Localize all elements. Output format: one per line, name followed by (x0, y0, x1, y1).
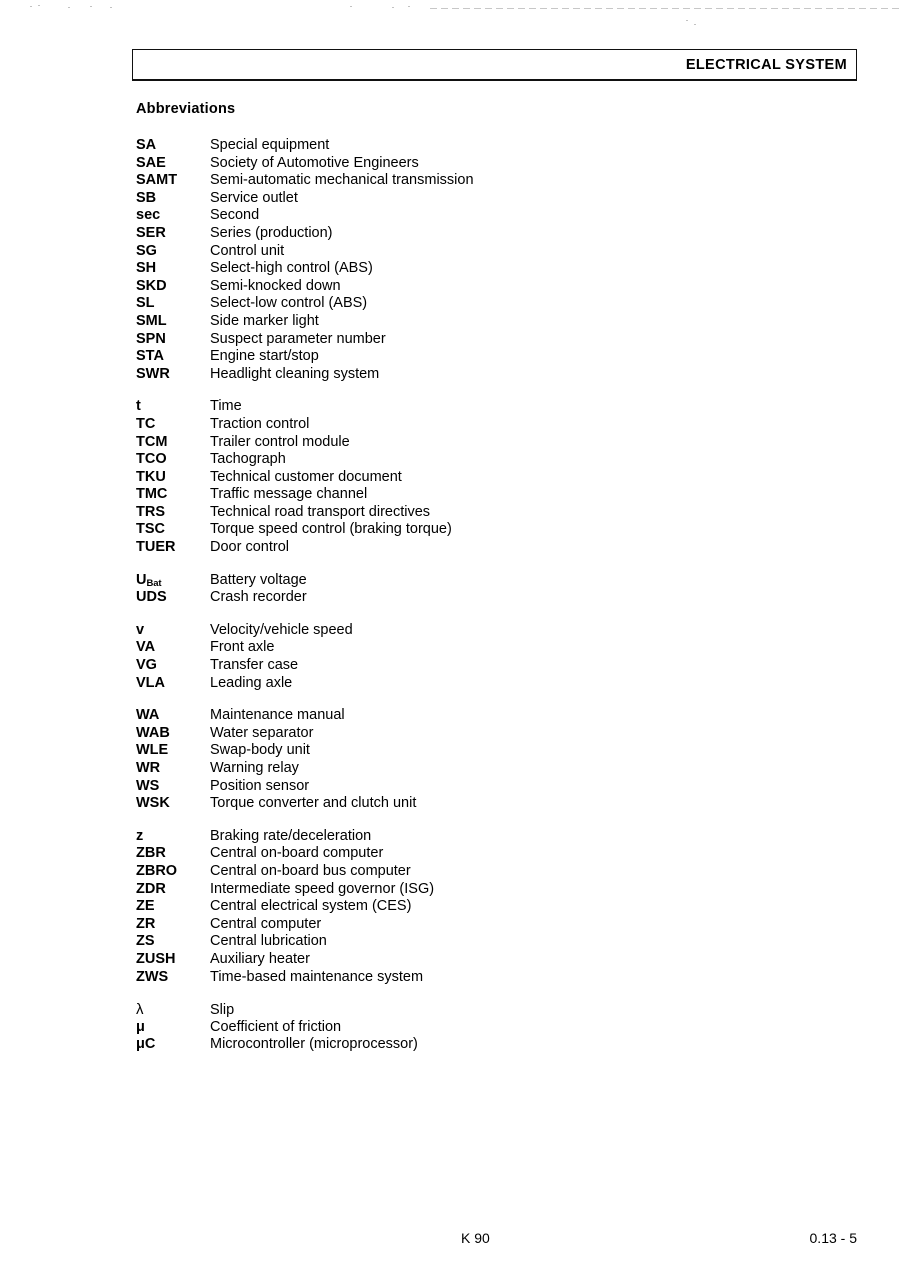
abbreviation-definition: Braking rate/deceleration (210, 827, 372, 844)
abbreviation-row (136, 331, 816, 349)
scan-speck (68, 7, 70, 8)
abbreviation-row (136, 863, 816, 881)
abbreviation-term: WS (136, 777, 160, 794)
abbreviation-term: SA (136, 137, 157, 153)
scan-dash-line (430, 8, 900, 9)
abbreviation-definition: Water separator (210, 724, 314, 741)
scan-speck (38, 5, 40, 6)
abbreviation-definition: Traffic message channel (210, 486, 368, 503)
abbreviation-definition: Special equipment (210, 137, 330, 153)
abbreviation-term: UDS (136, 589, 167, 606)
abbreviation-group (136, 572, 816, 607)
abbreviation-term: SWR (136, 365, 170, 382)
abbreviation-definition: Society of Automotive Engineers (210, 154, 419, 171)
scan-speck (350, 6, 352, 7)
abbreviation-definition: Technical customer document (210, 468, 402, 485)
abbreviation-row (136, 190, 816, 208)
abbreviation-term: ZS (136, 933, 155, 950)
abbreviation-term-subscript: Bat (146, 578, 162, 590)
scan-speck (110, 7, 112, 8)
abbreviation-term: ZE (136, 898, 155, 915)
abbreviation-definition: Central on-board computer (210, 845, 384, 862)
abbreviation-definition: Headlight cleaning system (210, 365, 380, 382)
page-footer (0, 1230, 909, 1252)
abbreviation-row (136, 260, 816, 278)
abbreviation-term: SPN (136, 330, 166, 347)
abbreviation-definition: Door control (210, 539, 289, 556)
abbreviation-term: sec (136, 207, 161, 224)
abbreviation-row (136, 742, 816, 760)
abbreviation-definition: Transfer case (210, 657, 299, 674)
abbreviation-row (136, 795, 816, 813)
abbreviation-row (136, 416, 816, 434)
abbreviation-row (136, 657, 816, 675)
abbreviation-term: TSC (136, 521, 165, 538)
abbreviation-row (136, 366, 816, 384)
scan-speck (90, 6, 92, 7)
abbreviation-term: TC (136, 415, 156, 432)
abbreviation-definition: Slip (210, 1002, 235, 1019)
abbreviation-term: STA (136, 348, 164, 365)
footer-document-code: K 90 (461, 1230, 490, 1246)
abbreviation-row (136, 278, 816, 296)
abbreviation-definition: Torque converter and clutch unit (210, 795, 417, 812)
abbreviation-term: μC (136, 1036, 156, 1053)
abbreviation-term: SAE (136, 154, 166, 171)
abbreviation-definition: Time-based maintenance system (210, 968, 424, 985)
abbreviation-term: λ (136, 1001, 144, 1019)
abbreviation-row (136, 881, 816, 899)
page-header-box (132, 49, 857, 81)
abbreviation-term: ZR (136, 915, 156, 932)
scan-speck (30, 6, 32, 7)
abbreviation-definition: Suspect parameter number (210, 330, 386, 347)
abbreviation-row (136, 486, 816, 504)
abbreviation-term: WLE (136, 742, 169, 759)
abbreviation-term: TUER (136, 539, 176, 556)
scan-speck (686, 20, 688, 21)
abbreviation-group (136, 398, 816, 556)
abbreviation-row (136, 295, 816, 313)
abbreviation-row (136, 155, 816, 173)
abbreviation-definition: Front axle (210, 639, 275, 656)
abbreviation-definition: Side marker light (210, 312, 319, 329)
abbreviation-definition: Technical road transport directives (210, 503, 431, 520)
abbreviation-definition: Position sensor (210, 777, 310, 794)
abbreviation-row (136, 469, 816, 487)
abbreviation-term: ZWS (136, 968, 169, 985)
abbreviation-term: ZUSH (136, 950, 176, 967)
abbreviation-group (136, 828, 816, 986)
abbreviation-definition: Series (production) (210, 224, 333, 241)
abbreviation-row (136, 933, 816, 951)
abbreviation-term: VA (136, 639, 156, 656)
abbreviation-row (136, 451, 816, 469)
abbreviation-group (136, 707, 816, 813)
abbreviation-term: v (136, 621, 145, 638)
section-heading: Abbreviations (136, 101, 236, 117)
abbreviation-term: SKD (136, 277, 167, 294)
abbreviation-term: ZDR (136, 880, 166, 897)
abbreviation-row (136, 760, 816, 778)
abbreviation-row (136, 969, 816, 987)
footer-page-number: 0.13 - 5 (809, 1230, 857, 1246)
abbreviation-row (136, 1001, 816, 1019)
abbreviation-term: SH (136, 260, 157, 277)
abbreviation-term: TCM (136, 433, 168, 450)
abbreviation-group (136, 137, 816, 383)
abbreviation-row (136, 521, 816, 539)
abbreviation-definition: Engine start/stop (210, 348, 319, 365)
abbreviation-definition: Leading axle (210, 674, 293, 691)
scan-artifact-band (0, 0, 909, 40)
abbreviation-definition: Torque speed control (braking torque) (210, 521, 452, 538)
abbreviation-term: z (136, 827, 144, 844)
abbreviation-definition: Semi-automatic mechanical transmission (210, 172, 474, 189)
abbreviation-term: WAB (136, 724, 170, 741)
abbreviation-row (136, 589, 816, 607)
abbreviation-group (136, 1001, 816, 1054)
abbreviation-term: TMC (136, 486, 168, 503)
abbreviation-term: $U_{Bat}$ (136, 571, 162, 590)
abbreviation-definition: Central on-board bus computer (210, 862, 411, 879)
abbreviation-row (136, 398, 816, 416)
abbreviation-row (136, 622, 816, 640)
abbreviation-definition: Swap-body unit (210, 742, 310, 759)
abbreviation-definition: Crash recorder (210, 589, 307, 606)
abbreviation-row (136, 675, 816, 693)
abbreviation-row (136, 313, 816, 331)
abbreviation-row (136, 348, 816, 366)
abbreviation-term: SML (136, 312, 167, 329)
abbreviation-row (136, 243, 816, 261)
abbreviation-term: ZBRO (136, 862, 178, 879)
abbreviation-row (136, 572, 816, 590)
abbreviation-term: TRS (136, 503, 165, 520)
abbreviation-row (136, 898, 816, 916)
abbreviation-term: μ (136, 1018, 145, 1035)
abbreviation-term: SG (136, 242, 157, 259)
abbreviation-term: SER (136, 224, 166, 241)
page-header-title: ELECTRICAL SYSTEM (685, 56, 847, 73)
abbreviation-definition: Maintenance manual (210, 707, 345, 724)
abbreviation-row (136, 434, 816, 452)
abbreviation-definition: Select-low control (ABS) (210, 295, 368, 312)
abbreviations-list (136, 137, 816, 1054)
abbreviation-term: SB (136, 189, 157, 206)
abbreviation-row (136, 172, 816, 190)
abbreviation-definition: Tachograph (210, 451, 286, 468)
abbreviation-term: TKU (136, 468, 166, 485)
abbreviation-term: WA (136, 707, 160, 724)
scan-speck (392, 7, 394, 8)
abbreviation-term: t (136, 398, 141, 415)
abbreviation-term: VLA (136, 674, 165, 691)
abbreviation-definition: Trailer control module (210, 433, 350, 450)
abbreviation-row (136, 1019, 816, 1037)
abbreviation-definition: Central electrical system (CES) (210, 898, 412, 915)
abbreviation-term: VG (136, 657, 157, 674)
abbreviation-row (136, 137, 816, 155)
abbreviation-definition: Traction control (210, 415, 310, 432)
abbreviation-term: SAMT (136, 172, 178, 189)
abbreviation-definition: Second (210, 207, 260, 224)
abbreviation-term: TCO (136, 451, 167, 468)
abbreviation-definition: Warning relay (210, 760, 299, 776)
abbreviation-term: ZBR (136, 845, 166, 862)
abbreviation-row (136, 725, 816, 743)
abbreviation-row (136, 707, 816, 725)
abbreviation-row (136, 504, 816, 522)
abbreviation-row (136, 639, 816, 657)
abbreviation-term: SL (136, 295, 155, 312)
abbreviation-row (136, 845, 816, 863)
abbreviation-row (136, 1036, 816, 1054)
abbreviation-definition: Microcontroller (microprocessor) (210, 1036, 418, 1053)
abbreviation-group (136, 622, 816, 692)
abbreviation-term: WR (136, 760, 161, 776)
scan-speck (408, 6, 410, 7)
abbreviation-definition: Velocity/vehicle speed (210, 621, 353, 638)
abbreviation-definition: Time (210, 398, 242, 415)
abbreviation-row (136, 207, 816, 225)
abbreviation-row (136, 916, 816, 934)
abbreviation-row (136, 828, 816, 846)
abbreviation-definition: Intermediate speed governor (ISG) (210, 880, 435, 897)
abbreviation-row (136, 951, 816, 969)
abbreviation-term: WSK (136, 795, 170, 812)
scan-speck (694, 24, 696, 25)
abbreviation-definition: Semi-knocked down (210, 277, 341, 294)
abbreviation-definition: Coefficient of friction (210, 1018, 342, 1035)
abbreviation-definition: Select-high control (ABS) (210, 260, 373, 277)
abbreviation-definition: Central lubrication (210, 933, 327, 950)
abbreviation-definition: Auxiliary heater (210, 950, 310, 967)
abbreviation-definition: Control unit (210, 242, 285, 259)
abbreviation-definition: Battery voltage (210, 571, 307, 588)
abbreviation-row (136, 539, 816, 557)
abbreviation-definition: Service outlet (210, 189, 298, 206)
abbreviation-definition: Central computer (210, 915, 322, 932)
abbreviation-row (136, 778, 816, 796)
abbreviation-row (136, 225, 816, 243)
